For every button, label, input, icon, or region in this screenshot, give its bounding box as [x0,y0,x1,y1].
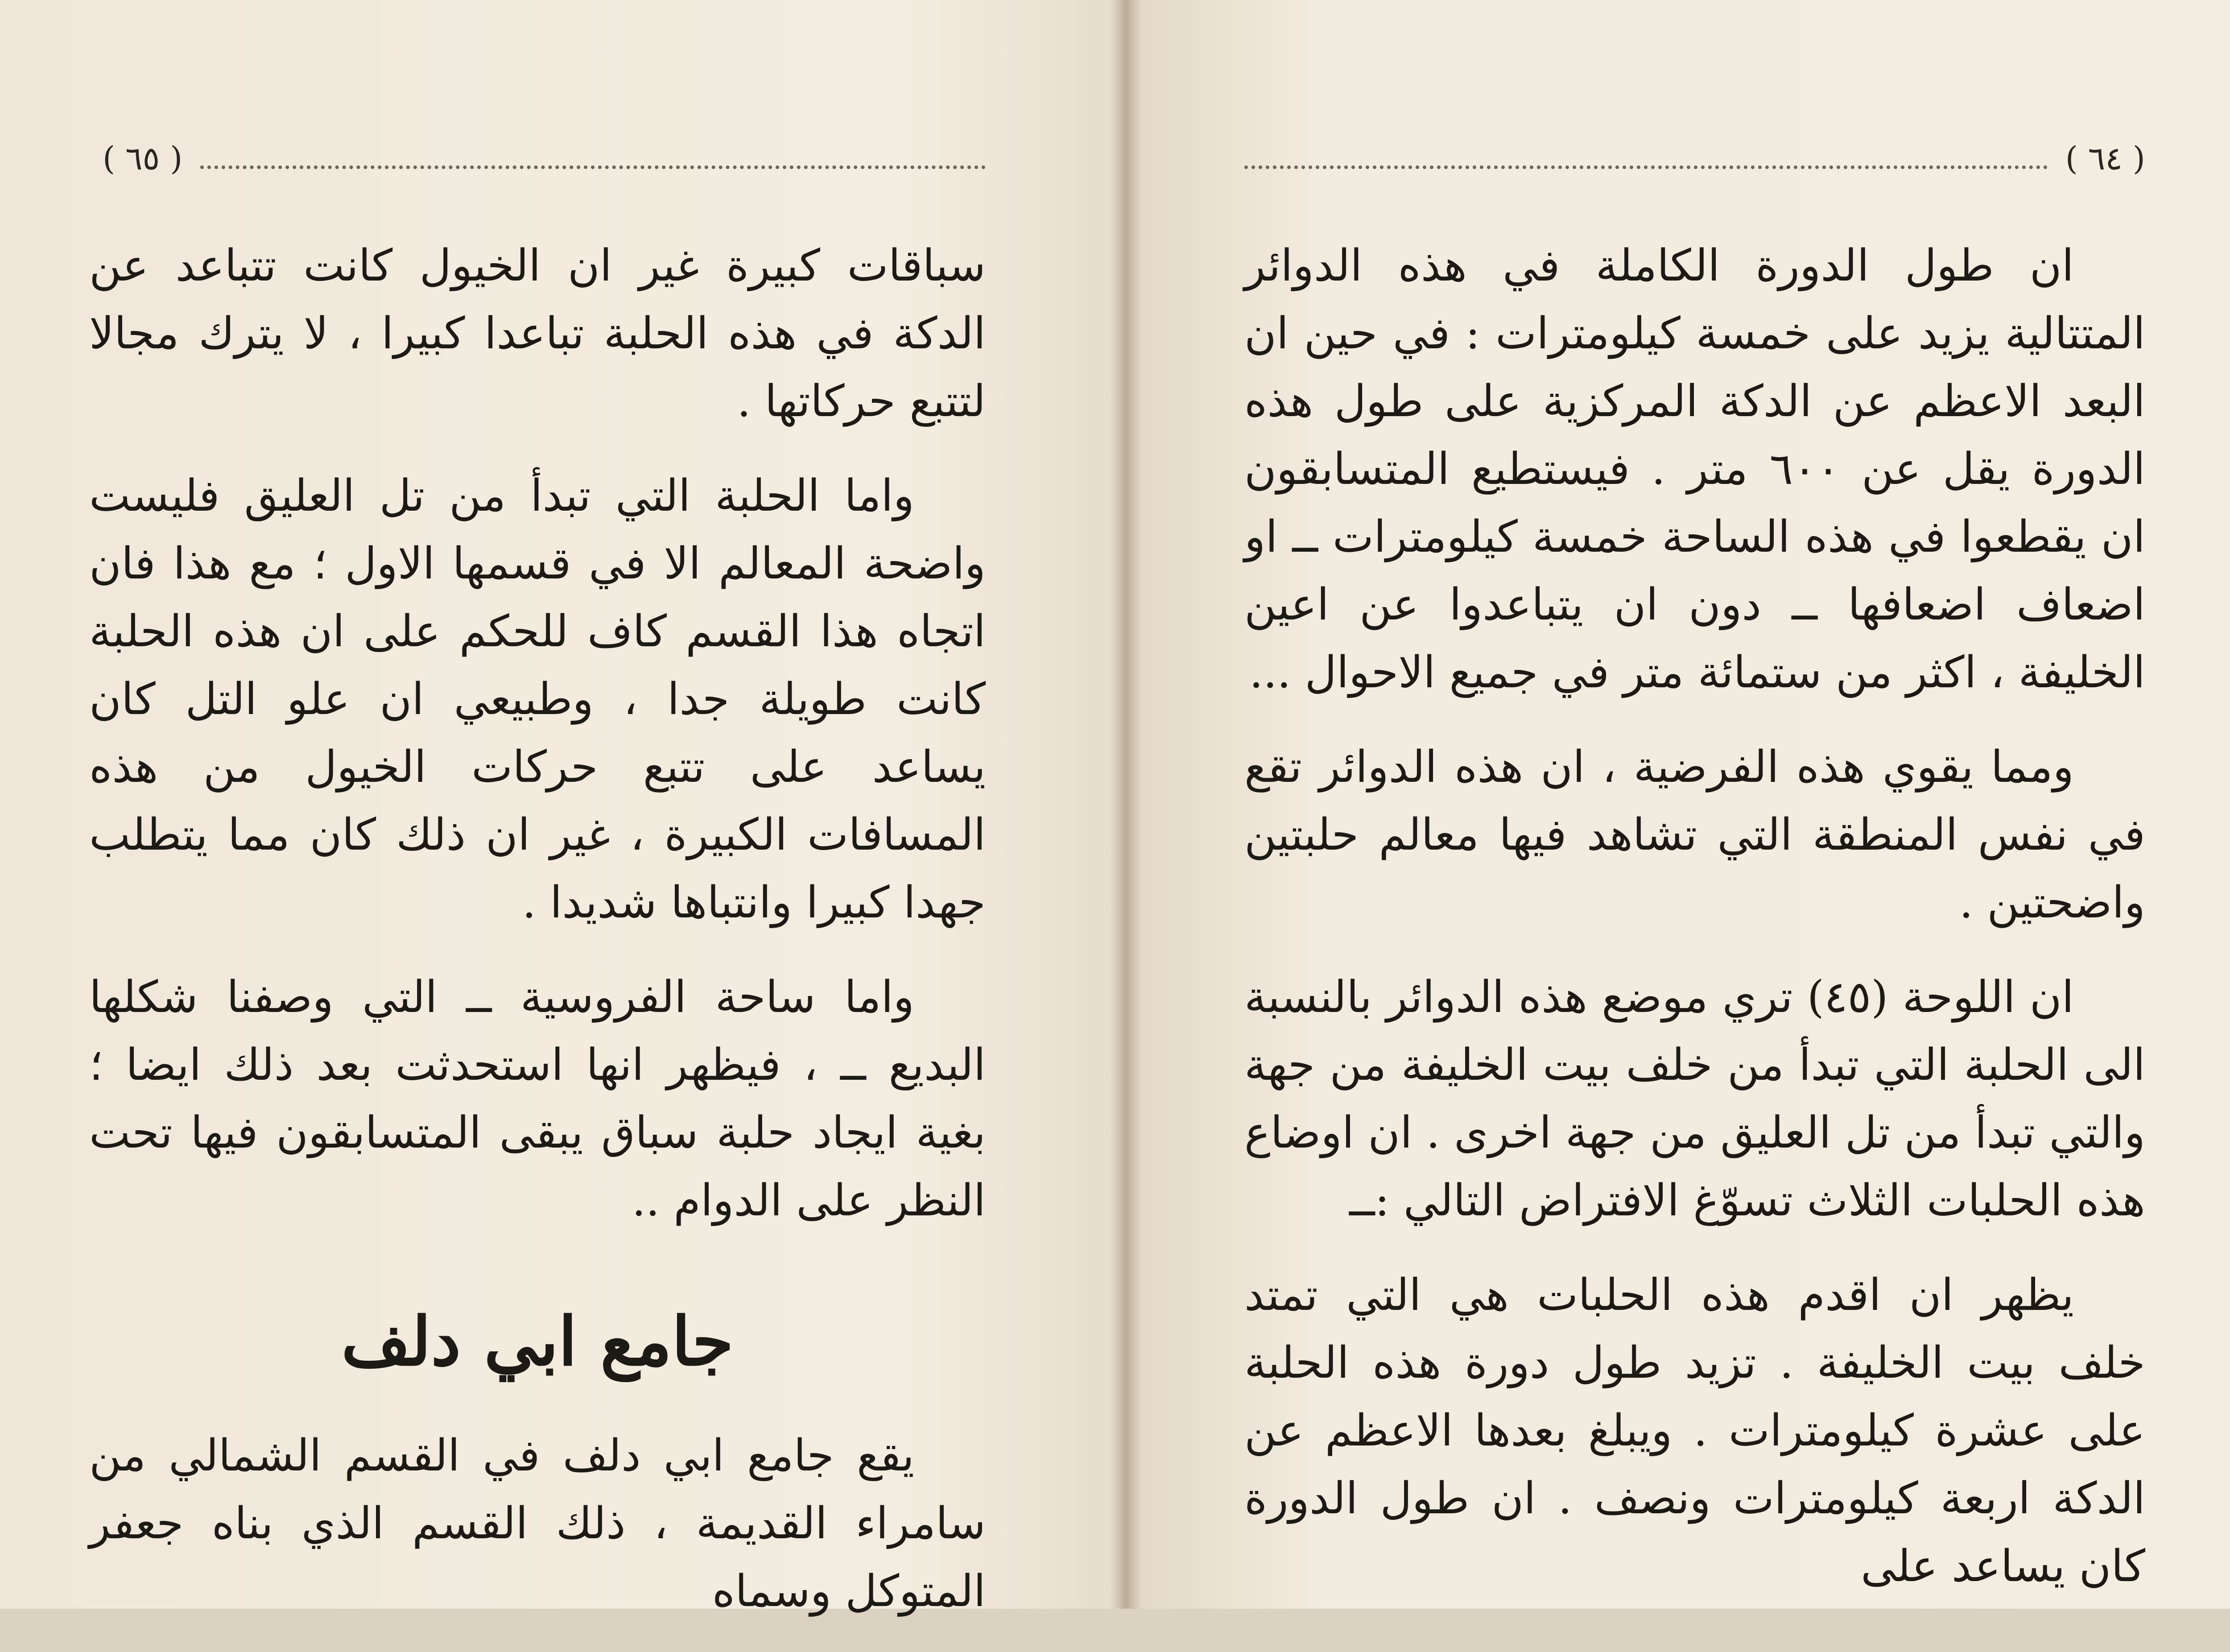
right-page-body [1244,232,2145,1627]
right-page-header [1244,134,2145,183]
paragraph: واما الحلبة التي تبدأ من تل العليق فليست واضحة المعالم الا في قسمها الاول ؛ مع هذا فان اتجاه هذا القسم كاف للحكم على ان هذه الحلبة كانت طويلة جدا ، وطبيعي ان علو التل كان يساعد على تتبع حركات الخيول من هذه المسافات الكبيرة ، غير ان ذلك كان مما يتطلب جهدا كبيرا وانتباها شديدا . [89,471,986,928]
book-gutter-shadow [1111,0,1142,1609]
right-page-number: ( ٦٤ ) [2065,140,2145,177]
header-dotted-rule [200,165,986,169]
paragraph: ومما يقوي هذه الفرضية ، ان هذه الدوائر تقع في نفس المنطقة التي تشاهد فيها معالم حلبتين واضحتين . [1244,742,2145,928]
left-page [0,0,1124,1617]
paragraph: يظهر ان اقدم هذه الحلبات هي التي تمتد خلف بيت الخليفة . تزيد طول دورة هذه الحلبة على عشرة كيلومترات . ويبلغ بعدها الاعظم عن الدكة اربعة كيلومترات ونصف . ان طول الدورة كان يساعد على [1244,1270,2145,1592]
paragraph: واما ساحة الفروسية ــ التي وصفنا شكلها البديع ــ ، فيظهر انها استحدثت بعد ذلك ايضا ؛ بغية ايجاد حلبة سباق يبقى المتسابقون فيها تحت النظر على الدوام .. [89,972,986,1226]
left-page-body [89,232,986,1652]
paragraph: ان طول الدورة الكاملة في هذه الدوائر المتتالية يزيد على خمسة كيلومترات : في حين ان البعد الاعظم عن الدكة المركزية على طول هذه الدورة يقل عن ٦٠٠ متر . فيستطيع المتسابقون ان يقطعوا في هذه الساحة خمسة كيلومترات ــ او اضعاف اضعافها ــ دون ان يتباعدوا عن اعين الخليفة ، اكثر من ستمائة متر في جميع الاحوال ... [1244,240,2145,698]
left-page-header [103,134,986,183]
paragraph: يقع جامع ابي دلف في القسم الشمالي من سامراء القديمة ، ذلك القسم الذي بناه جعفر المتوكل وسماه [89,1430,986,1617]
paragraph: ان اللوحة (٤٥) تري موضع هذه الدوائر بالنسبة الى الحلبة التي تبدأ من خلف بيت الخليفة من جهة والتي تبدأ من تل العليق من جهة اخرى . ان اوضاع هذه الحلبات الثلاث تسوّغ الافتراض التالي :ــ [1244,972,2145,1226]
header-dotted-rule [1244,165,2048,169]
left-page-number: ( ٦٥ ) [103,140,183,177]
section-heading: جامع ابي دلف [341,1302,734,1381]
paragraph: سباقات كبيرة غير ان الخيول كانت تتباعد عن الدكة في هذه الحلبة تباعدا كبيرا ، لا يترك مجالا لتتبع حركاتها . [89,240,986,427]
right-page [1124,0,2230,1609]
